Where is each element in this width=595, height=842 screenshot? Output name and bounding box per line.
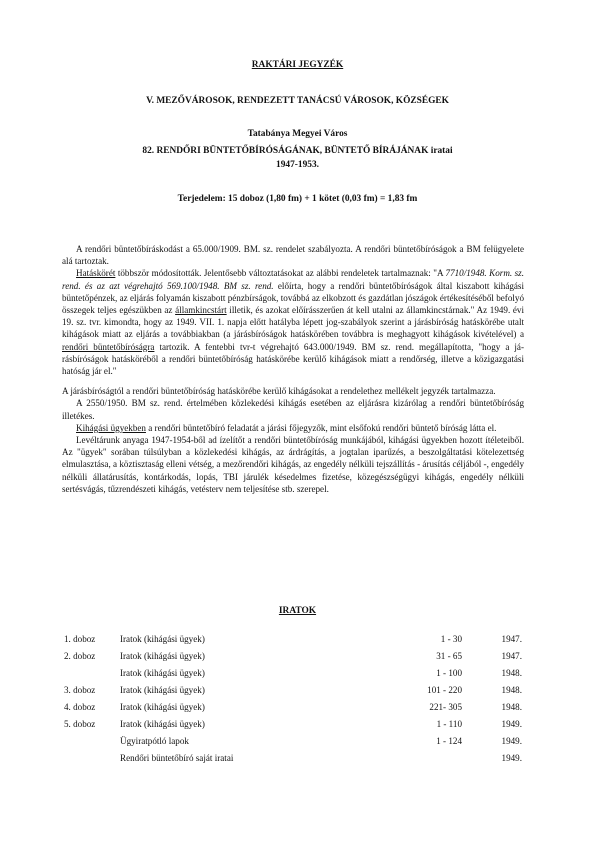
table-row bbox=[0, 684, 595, 696]
box-cell: 2. doboz bbox=[64, 651, 96, 661]
year-cell: 1947. bbox=[501, 634, 522, 644]
box-cell: 3. doboz bbox=[64, 685, 96, 695]
table-row bbox=[0, 735, 595, 747]
body-text bbox=[62, 243, 524, 495]
desc-cell: Iratok (kihágási ügyek) bbox=[120, 685, 205, 695]
year-cell: 1948. bbox=[501, 702, 522, 712]
range-cell: 31 - 65 bbox=[436, 651, 462, 661]
fond-heading: 82. RENDŐRI BÜNTETŐBÍRÓSÁGÁNAK, BÜNTETŐ BÍRÁJÁNAK iratai bbox=[142, 146, 453, 156]
desc-cell: Iratok (kihágási ügyek) bbox=[120, 719, 205, 729]
paragraph: Kihágási ügyekben a rendőri büntetőbíró feladatát a járási főjegyzők, mint elsőfokú rendőri büntető bíróság látta el. bbox=[76, 422, 497, 433]
desc-cell: Rendőri büntetőbíró saját iratai bbox=[120, 753, 234, 763]
iratok-heading: IRATOK bbox=[278, 606, 317, 616]
range-cell: 101 - 220 bbox=[427, 685, 462, 695]
underlined-term: Hatáskörét bbox=[76, 268, 116, 279]
paragraph: A 2550/1950. BM sz. rend. értelmében közlekedési kihágás esetében az eljárásra kizárólag a rendőri büntetőbíróság illetékes. bbox=[62, 398, 524, 421]
range-cell: 1 - 30 bbox=[440, 634, 462, 644]
year-cell: 1949. bbox=[501, 753, 522, 763]
range-cell: 1 - 124 bbox=[436, 736, 462, 746]
range-cell: 221- 305 bbox=[429, 702, 462, 712]
paragraph: Hatáskörét többször módosították. Jelentősebb változtatásokat az alábbi rendeletek tartalmaznak: "A 7710/1948. Korm. sz. rend. és az azt végrehajtó 569.100/1948. BM sz. rend. előírta, hogy a rendőri büntetőbíróságok által kiszabott kihágási büntetőpénzek, az eljárás folyamán kiszabott pénzbírságok, továbbá az elkobzott és gazdátlan jószágok értékesítéséből befolyó összegek teljes egészükben az államkincstárt illetik, és azokat előírásszerűen át kell utalni az államkincstárnak." Az 1949. évi 19. sz. tvr. kimondta, hogy az 1949. VII. 1. napja előtt hatályba lépett jog-szabályok szerint a járásbíróság hatáskörébe utalt kihágások miatt az eljárás a továbbiakban (a járásbíróságok hatáskörében továbbra is meghagyott kihágások kivételével) a rendőri büntetőbíróságra tartozik. A fentebbi tvr-t végrehajtó 643.000/1949. BM sz. rend. megállapította, "hogy a já-rásbíróságok hatásköréből a rendőri büntetőbíróság hatáskörébe kerülő kihágások miatt a rendőrség, illetve a közigazgatási hatóság jár el." bbox=[62, 268, 525, 377]
range-cell: 1 - 110 bbox=[436, 719, 462, 729]
table-row bbox=[0, 718, 595, 730]
year-cell: 1948. bbox=[501, 668, 522, 678]
year-cell: 1949. bbox=[501, 736, 522, 746]
paragraph: Levéltárunk anyaga 1947-1954-ből ad ízelítőt a rendőri büntetőbíróság munkájából, kihágási ügyekben hozott ítéleteiből. Az "ügyek" sorában túlsúlyban a közlekedési kihágás, az árdrágítás, a jogtalan iparűzés, a beszolgáltatási kötelezettség elmulasztása, a köztisztaság elleni vétség, a mezőrendőri kihágás, az engedély nélküli tejszállítás - árusítás céljából -, engedély nélküli állatárusítás, kontárkodás, lopás, TBI járulék késedelmes fizetése, közegészségügyi kihágás, engedély nélküli sertésvágás, tűzrendészeti kihágás, vetésterv nem teljesítése stb. szerepel. bbox=[62, 435, 524, 494]
box-cell: 5. doboz bbox=[64, 719, 96, 729]
range-cell: 1 - 100 bbox=[436, 668, 462, 678]
city-heading: Tatabánya Megyei Város bbox=[247, 129, 348, 139]
table-row bbox=[0, 752, 595, 764]
extent-line: Terjedelem: 15 doboz (1,80 fm) + 1 kötet (0,03 fm) = 1,83 fm bbox=[177, 194, 418, 204]
year-cell: 1949. bbox=[501, 719, 522, 729]
table-row bbox=[0, 701, 595, 713]
desc-cell: Iratok (kihágási ügyek) bbox=[120, 651, 205, 661]
years-heading: 1947-1953. bbox=[276, 160, 319, 170]
underlined-term: Kihágási ügyekben bbox=[76, 422, 146, 433]
underlined-term: államkincstárt bbox=[175, 305, 227, 316]
paragraph: A járásbíróságtól a rendőri büntetőbíróság hatáskörébe kerülő kihágásokat a rendelethez mellékelt jegyzék tartalmazza. bbox=[62, 386, 496, 397]
table-row bbox=[0, 667, 595, 679]
document-title: RAKTÁRI JEGYZÉK bbox=[251, 60, 344, 70]
table-row bbox=[0, 633, 595, 645]
box-cell: 4. doboz bbox=[64, 702, 96, 712]
desc-cell: Iratok (kihágási ügyek) bbox=[120, 634, 205, 644]
desc-cell: Ügyiratpótló lapok bbox=[120, 736, 189, 746]
box-cell: 1. doboz bbox=[64, 634, 96, 644]
year-cell: 1947. bbox=[501, 651, 522, 661]
italic-citation: 7710/1948. Korm. sz. rend. és az azt végrehajtó 569.100/1948. BM sz. rend. bbox=[62, 268, 524, 291]
paragraph: A rendőri büntetőbíráskodást a 65.000/1909. BM. sz. rendelet szabályozta. A rendőri büntetőbíróságok a BM felügyelete alá tartoztak. bbox=[62, 244, 524, 267]
section-heading: V. MEZŐVÁROSOK, RENDEZETT TANÁCSÚ VÁROSOK, KÖZSÉGEK bbox=[146, 96, 449, 106]
desc-cell: Iratok (kihágási ügyek) bbox=[120, 668, 205, 678]
desc-cell: Iratok (kihágási ügyek) bbox=[120, 702, 205, 712]
table-row bbox=[0, 650, 595, 662]
year-cell: 1948. bbox=[501, 685, 522, 695]
underlined-term: rendőri büntetőbíróságra bbox=[62, 341, 155, 352]
